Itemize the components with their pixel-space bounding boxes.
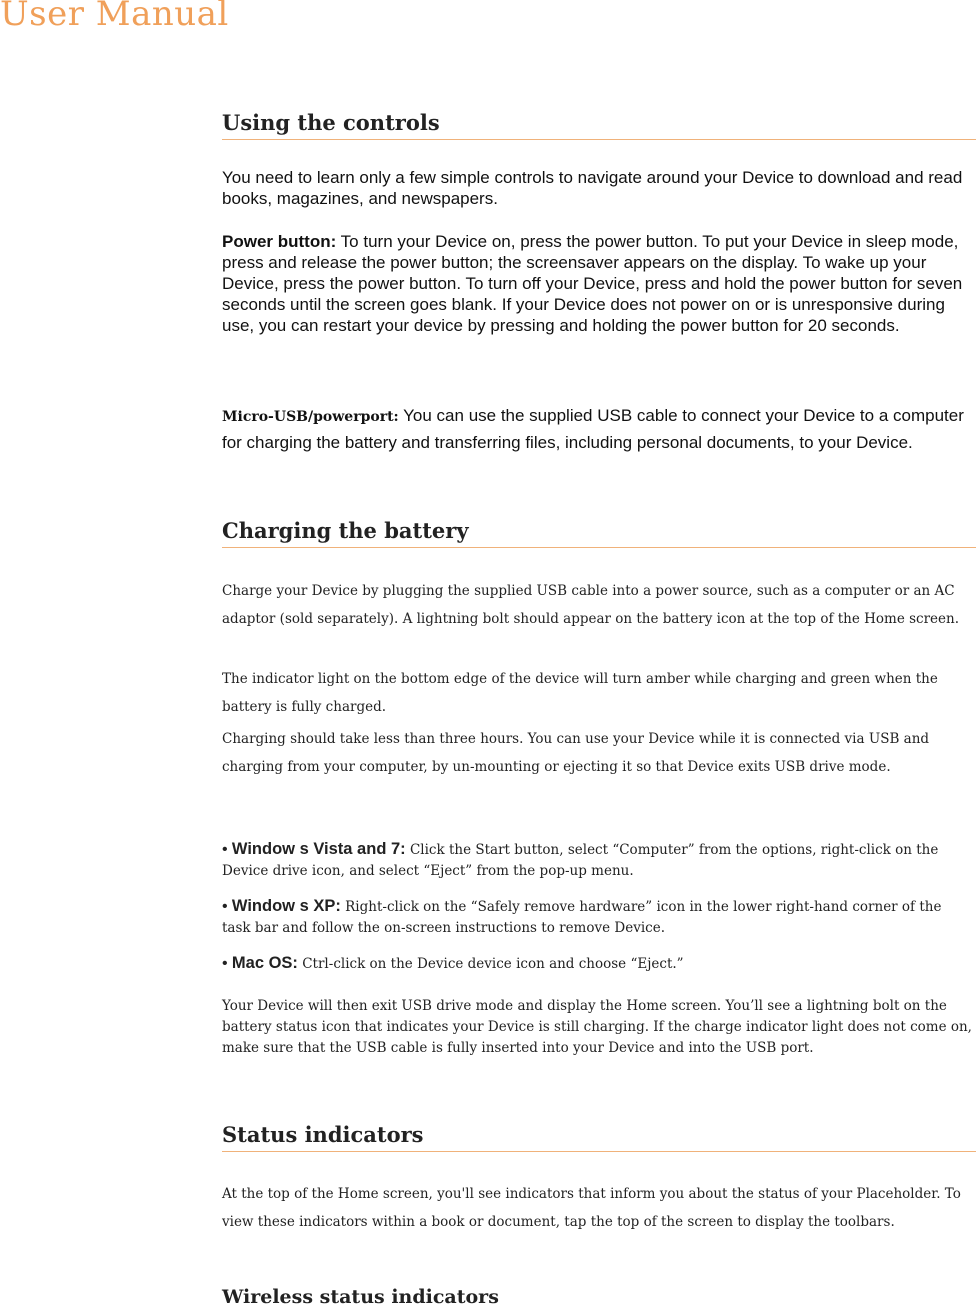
power-button-text: To turn your Device on, press the power button. To put your Device in sleep mode, press and release the power button; the screensaver appears on the display. To wake up your Device, press the power button. To turn off your Device, press and hold the power button for seven seconds until the screen goes blank. If your Device does not power on or is unresponsive during use, you can restart your device by pressing and holding the power button for 20 seconds. — [222, 232, 963, 335]
bullet-text: Right-click on the “Safely remove hardware” icon in the lower right-hand corner of the task bar and follow the on-screen instructions to remove Device. — [222, 899, 942, 936]
bullet-text: Click the Start button, select “Computer” from the options, right-click on the Device drive icon, and select “Eject” from the pop-up menu. — [222, 842, 939, 879]
controls-intro: You need to learn only a few simple controls to navigate around your Device to download and read books, magazines, and newspapers. — [222, 168, 963, 208]
charging-paragraph-4: Your Device will then exit USB drive mode and display the Home screen. You’ll see a lightning bolt on the battery status icon that indicates your Device is still charging. If the charge indicator light does not come on, make sure that the USB cable is fully inserted into your Device and into the USB port. — [222, 998, 972, 1056]
bullet-marker: • — [222, 898, 228, 915]
document-header-title: User Manual — [0, 0, 229, 34]
charging-paragraph-3: Charging should take less than three hours. You can use your Device while it is connected via USB and charging from your computer, by un-mounting or ejecting it so that Device exits USB drive mode. — [222, 731, 930, 775]
status-paragraph: At the top of the Home screen, you'll see indicators that inform you about the status of your Placeholder. To view these indicators within a book or document, tap the top of the screen to display the toolbars. — [222, 1186, 961, 1230]
bullet-label: Mac OS: — [231, 954, 298, 972]
bullet-mac-os — [222, 953, 974, 975]
bullet-windows-xp — [222, 896, 974, 939]
heading-status-indicators: Status indicators — [222, 1122, 976, 1152]
usb-port-paragraph — [222, 403, 970, 456]
bullet-label: Window s Vista and 7: — [231, 840, 406, 858]
bullet-marker: • — [222, 841, 228, 858]
bullet-windows-vista-7 — [222, 839, 974, 882]
heading-charging-battery: Charging the battery — [222, 518, 976, 548]
heading-using-controls: Using the controls — [222, 110, 976, 140]
charging-paragraph-1: Charge your Device by plugging the supplied USB cable into a power source, such as a computer or an AC adaptor (sold separately). A lightning bolt should appear on the battery icon at the top of the Home screen. — [222, 583, 960, 627]
charging-paragraph-2: The indicator light on the bottom edge of the device will turn amber while charging and green when the battery is fully charged. — [222, 671, 938, 715]
power-button-paragraph — [222, 231, 970, 336]
bullet-text: Ctrl-click on the Device device icon and choose “Eject.” — [297, 956, 684, 972]
bullet-marker: • — [222, 955, 228, 972]
heading-wireless-status: Wireless status indicators — [222, 1286, 499, 1308]
usb-port-text: You can use the supplied USB cable to connect your Device to a computer for charging the battery and transferring files, including personal documents, to your Device. — [222, 406, 964, 452]
power-button-label: Power button: — [222, 232, 337, 251]
usb-port-label: Micro-USB/powerport: — [222, 409, 399, 425]
bullet-label: Window s XP: — [231, 897, 341, 915]
